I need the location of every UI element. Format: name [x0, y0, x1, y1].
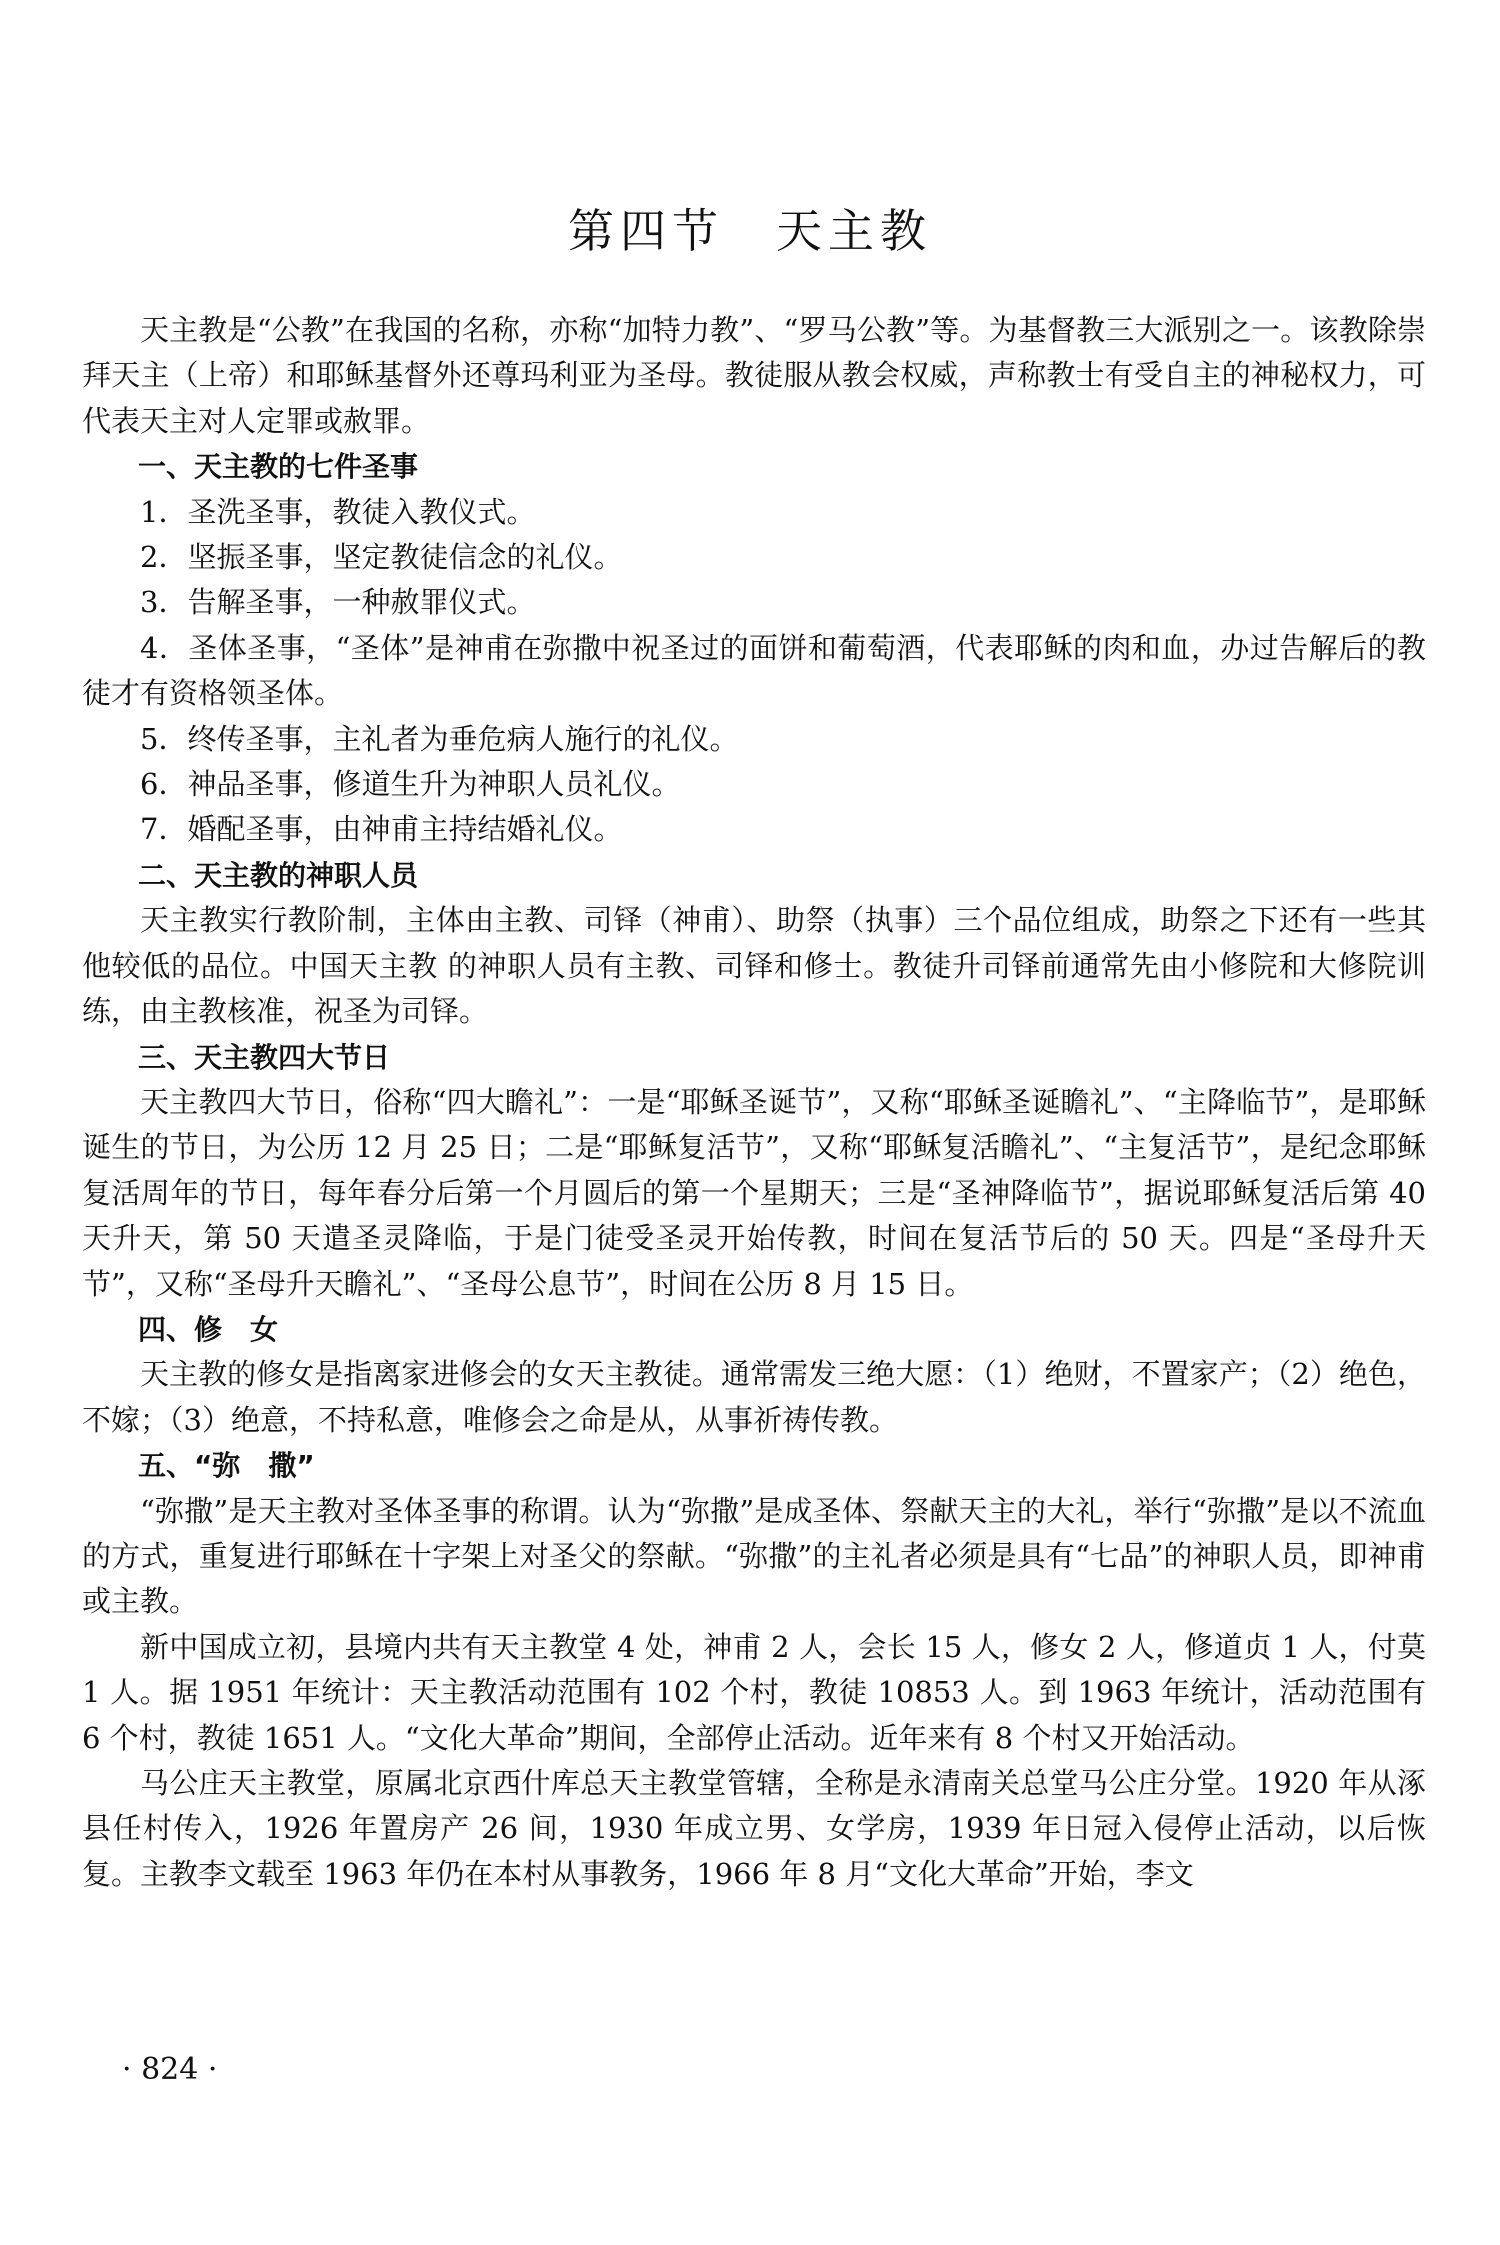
- body-paragraph: 5．终传圣事，主礼者为垂危病人施行的礼仪。: [140, 721, 739, 756]
- body-paragraph: 2．坚振圣事，坚定教徒信念的礼仪。: [140, 540, 623, 575]
- body-paragraph: 马公庄天主教堂，原属北京西什库总天主教堂管辖，全称是永清南关总堂马公庄分堂。1920 年从涿县任村传入，1926 年置房产 26 间，1930 年成立男、女学房，1939 年日冠入侵停止活动，以后恢复。主教李文载至 1963 年仍在本村从事教务，1966 年 8 月“文化大革命”开始，李文: [82, 1766, 1426, 1891]
- body-paragraph: 6．神品圣事，修道生升为神职人员礼仪。: [140, 767, 681, 802]
- section-heading: 一、天主教的七件圣事: [138, 450, 419, 484]
- body-paragraph: 4．圣体圣事，“圣体”是神甫在弥撒中祝圣过的面饼和葡萄酒，代表耶稣的肉和血，办过告解后的教徒才有资格领圣体。: [82, 630, 1426, 711]
- body-paragraph: 新中国成立初，县境内共有天主教堂 4 处，神甫 2 人，会长 15 人，修女 2 人，修道贞 1 人，付莫 1 人。据 1951 年统计：天主教活动范围有 102 个村，教徒 10853 人。到 1963 年统计，活动范围有 6 个村，教徒 1651 人。“文化大革命”期间，全部停止活动。近年来有 8 个村又开始活动。: [82, 1629, 1426, 1755]
- page-number: · 824 ·: [122, 2052, 218, 2087]
- section-title: 第四节 天主教: [568, 204, 932, 258]
- body-paragraph: 7．婚配圣事，由神甫主持结婚礼仪。: [140, 812, 623, 847]
- body-paragraph: 天主教是“公教”在我国的名称，亦称“加特力教”、“罗马公教”等。为基督教三大派别之一。该教除崇拜天主（上帝）和耶稣基督外还尊玛利亚为圣母。教徒服从教会权威，声称教士有受自主的神秘权力，可代表天主对人定罪或赦罪。: [82, 313, 1426, 438]
- body-paragraph: 3．告解圣事，一种赦罪仪式。: [140, 585, 536, 620]
- document-body: [82, 308, 1426, 1897]
- body-paragraph: “弥撒”是天主教对圣体圣事的称谓。认为“弥撒”是成圣体、祭献天主的大礼，举行“弥撒”是以不流血的方式，重复进行耶稣在十字架上对圣父的祭献。“弥撒”的主礼者必须是具有“七品”的神职人员，即神甫或主教。: [82, 1493, 1426, 1619]
- body-paragraph: 天主教四大节日，俗称“四大瞻礼”：一是“耶稣圣诞节”，又称“耶稣圣诞瞻礼”、“主降临节”，是耶稣诞生的节日，为公历 12 月 25 日；二是“耶稣复活节”，又称“耶稣复活瞻礼”、“主复活节”，是纪念耶稣复活周年的节日，每年春分后第一个月圆后的第一个星期天；三是“圣神降临节”，据说耶稣复活后第 40 天升天，第 50 天遣圣灵降临，于是门徒受圣灵开始传教，时间在复活节后的 50 天。四是“圣母升天节”，又称“圣母升天瞻礼”、“圣母公息节”，时间在公历 8 月 15 日。: [82, 1084, 1426, 1301]
- section-heading: 四、修 女: [138, 1312, 279, 1346]
- section-heading: 三、天主教四大节日: [138, 1040, 391, 1074]
- section-heading: 五、“弥 撒”: [138, 1449, 315, 1483]
- body-paragraph: 天主教的修女是指离家进修会的女天主教徒。通常需发三绝大愿：（1）绝财，不置家产；（2）绝色，不嫁；（3）绝意，不持私意，唯修会之命是从，从事祈祷传教。: [82, 1357, 1426, 1437]
- body-paragraph: 天主教实行教阶制，主体由主教、司铎（神甫）、助祭（执事）三个品位组成，助祭之下还有一些其他较低的品位。中国天主教 的神职人员有主教、司铎和修士。教徒升司铎前通常先由小修院和大修院训练，由主教核准，祝圣为司铎。: [82, 903, 1426, 1029]
- section-heading: 二、天主教的神职人员: [138, 858, 419, 892]
- body-paragraph: 1．圣洗圣事，教徒入教仪式。: [140, 494, 536, 529]
